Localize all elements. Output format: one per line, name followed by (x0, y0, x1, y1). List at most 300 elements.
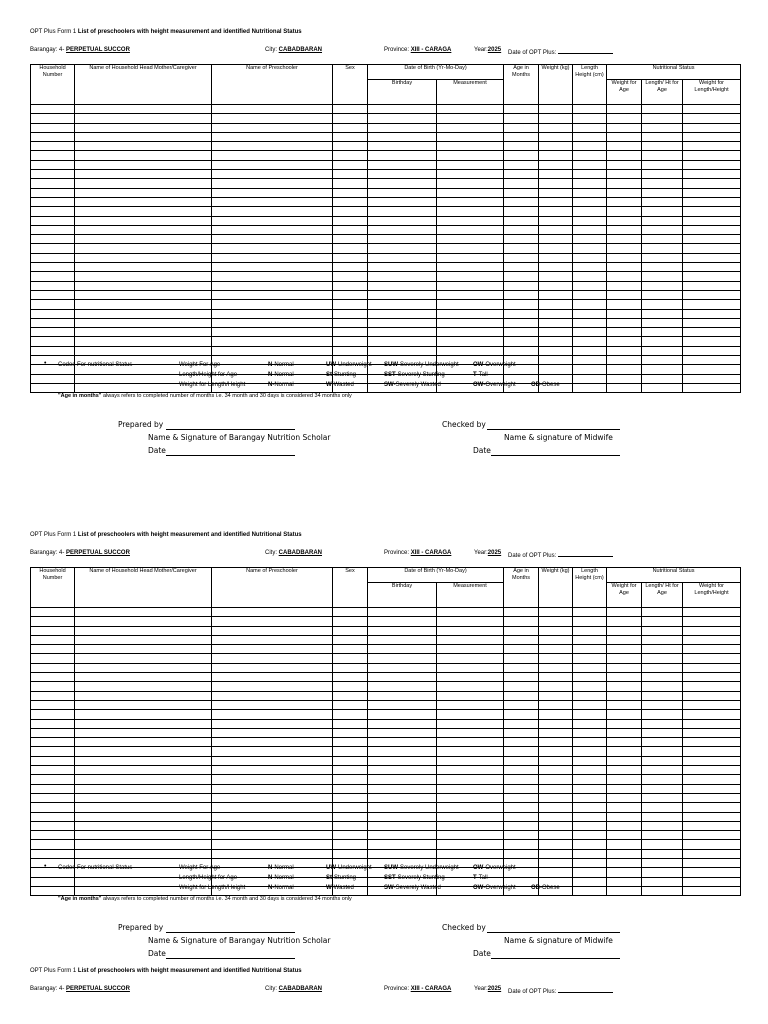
table-cell[interactable] (683, 225, 741, 234)
table-cell[interactable] (607, 747, 642, 756)
table-cell[interactable] (642, 244, 683, 253)
table-cell[interactable] (437, 635, 504, 644)
table-cell[interactable] (573, 356, 607, 365)
table-cell[interactable] (75, 756, 212, 765)
table-cell[interactable] (333, 756, 368, 765)
table-cell[interactable] (504, 346, 539, 355)
table-cell[interactable] (607, 766, 642, 775)
table-cell[interactable] (333, 123, 368, 132)
table-cell[interactable] (368, 756, 437, 765)
table-cell[interactable] (642, 821, 683, 830)
table-cell[interactable] (539, 654, 573, 663)
table-cell[interactable] (607, 793, 642, 802)
table-cell[interactable] (75, 645, 212, 654)
table-cell[interactable] (607, 700, 642, 709)
table-cell[interactable] (437, 719, 504, 728)
table-cell[interactable] (573, 747, 607, 756)
table-cell[interactable] (75, 132, 212, 141)
table-cell[interactable] (539, 793, 573, 802)
table-cell[interactable] (573, 840, 607, 849)
table-cell[interactable] (539, 123, 573, 132)
table-cell[interactable] (683, 142, 741, 151)
table-cell[interactable] (212, 784, 333, 793)
table-cell[interactable] (75, 710, 212, 719)
table-cell[interactable] (683, 682, 741, 691)
table-cell[interactable] (75, 207, 212, 216)
table-cell[interactable] (539, 105, 573, 114)
table-cell[interactable] (212, 290, 333, 299)
table-cell[interactable] (539, 337, 573, 346)
table-cell[interactable] (333, 710, 368, 719)
table-cell[interactable] (642, 160, 683, 169)
table-cell[interactable] (212, 747, 333, 756)
table-cell[interactable] (642, 793, 683, 802)
table-cell[interactable] (368, 151, 437, 160)
table-cell[interactable] (75, 766, 212, 775)
table-cell[interactable] (504, 114, 539, 123)
checked-date-line[interactable] (491, 958, 620, 959)
table-cell[interactable] (75, 654, 212, 663)
table-cell[interactable] (368, 738, 437, 747)
table-cell[interactable] (437, 775, 504, 784)
table-cell[interactable] (539, 318, 573, 327)
table-cell[interactable] (212, 253, 333, 262)
table-cell[interactable] (368, 784, 437, 793)
table-cell[interactable] (368, 263, 437, 272)
table-cell[interactable] (539, 151, 573, 160)
table-cell[interactable] (212, 281, 333, 290)
table-cell[interactable] (683, 710, 741, 719)
table-cell[interactable] (333, 346, 368, 355)
table-cell[interactable] (573, 812, 607, 821)
table-cell[interactable] (642, 309, 683, 318)
table-cell[interactable] (607, 868, 642, 877)
table-cell[interactable] (437, 151, 504, 160)
table-cell[interactable] (504, 309, 539, 318)
table-cell[interactable] (437, 309, 504, 318)
table-cell[interactable] (642, 728, 683, 737)
date-of-opt-blank[interactable] (558, 47, 613, 54)
table-cell[interactable] (642, 207, 683, 216)
table-cell[interactable] (31, 188, 75, 197)
table-cell[interactable] (31, 784, 75, 793)
table-cell[interactable] (75, 216, 212, 225)
table-cell[interactable] (437, 197, 504, 206)
checked-by-line[interactable] (487, 429, 620, 430)
table-cell[interactable] (642, 868, 683, 877)
table-cell[interactable] (212, 207, 333, 216)
table-cell[interactable] (75, 682, 212, 691)
table-cell[interactable] (539, 365, 573, 374)
table-cell[interactable] (31, 346, 75, 355)
table-cell[interactable] (642, 235, 683, 244)
table-cell[interactable] (642, 738, 683, 747)
table-cell[interactable] (573, 803, 607, 812)
table-cell[interactable] (683, 886, 741, 895)
table-cell[interactable] (504, 784, 539, 793)
table-cell[interactable] (75, 738, 212, 747)
table-cell[interactable] (31, 160, 75, 169)
table-cell[interactable] (333, 253, 368, 262)
table-cell[interactable] (75, 318, 212, 327)
table-cell[interactable] (368, 225, 437, 234)
table-cell[interactable] (539, 225, 573, 234)
table-cell[interactable] (539, 673, 573, 682)
table-cell[interactable] (573, 374, 607, 383)
table-cell[interactable] (607, 207, 642, 216)
table-cell[interactable] (333, 281, 368, 290)
table-cell[interactable] (368, 207, 437, 216)
table-cell[interactable] (683, 626, 741, 635)
table-cell[interactable] (437, 728, 504, 737)
table-cell[interactable] (642, 775, 683, 784)
table-cell[interactable] (539, 114, 573, 123)
table-cell[interactable] (333, 272, 368, 281)
table-cell[interactable] (573, 766, 607, 775)
table-cell[interactable] (642, 151, 683, 160)
table-cell[interactable] (333, 309, 368, 318)
table-cell[interactable] (75, 784, 212, 793)
table-cell[interactable] (607, 738, 642, 747)
table-cell[interactable] (75, 281, 212, 290)
table-cell[interactable] (212, 821, 333, 830)
table-cell[interactable] (642, 225, 683, 234)
table-cell[interactable] (75, 160, 212, 169)
table-cell[interactable] (504, 626, 539, 635)
table-cell[interactable] (573, 244, 607, 253)
table-cell[interactable] (368, 235, 437, 244)
table-cell[interactable] (573, 170, 607, 179)
table-cell[interactable] (504, 691, 539, 700)
table-cell[interactable] (642, 859, 683, 868)
table-cell[interactable] (368, 337, 437, 346)
table-cell[interactable] (212, 608, 333, 617)
table-cell[interactable] (212, 812, 333, 821)
table-cell[interactable] (212, 654, 333, 663)
table-cell[interactable] (607, 691, 642, 700)
table-cell[interactable] (437, 253, 504, 262)
table-cell[interactable] (437, 123, 504, 132)
table-cell[interactable] (573, 328, 607, 337)
table-cell[interactable] (539, 197, 573, 206)
table-cell[interactable] (642, 337, 683, 346)
table-cell[interactable] (75, 123, 212, 132)
table-cell[interactable] (212, 728, 333, 737)
table-cell[interactable] (642, 346, 683, 355)
table-cell[interactable] (573, 728, 607, 737)
table-cell[interactable] (212, 337, 333, 346)
table-cell[interactable] (539, 728, 573, 737)
table-cell[interactable] (504, 793, 539, 802)
table-cell[interactable] (31, 197, 75, 206)
table-cell[interactable] (573, 281, 607, 290)
prepared-date-line[interactable] (166, 958, 295, 959)
table-cell[interactable] (539, 617, 573, 626)
table-cell[interactable] (437, 812, 504, 821)
table-cell[interactable] (539, 179, 573, 188)
table-cell[interactable] (607, 170, 642, 179)
table-cell[interactable] (683, 105, 741, 114)
table-cell[interactable] (539, 142, 573, 151)
table-cell[interactable] (31, 253, 75, 262)
table-cell[interactable] (573, 821, 607, 830)
table-cell[interactable] (642, 356, 683, 365)
table-cell[interactable] (368, 840, 437, 849)
table-cell[interactable] (607, 300, 642, 309)
table-cell[interactable] (31, 756, 75, 765)
table-cell[interactable] (212, 617, 333, 626)
table-cell[interactable] (607, 365, 642, 374)
table-cell[interactable] (683, 374, 741, 383)
table-cell[interactable] (437, 281, 504, 290)
table-cell[interactable] (31, 281, 75, 290)
table-cell[interactable] (368, 700, 437, 709)
table-cell[interactable] (539, 626, 573, 635)
table-cell[interactable] (75, 849, 212, 858)
table-cell[interactable] (539, 263, 573, 272)
table-cell[interactable] (212, 244, 333, 253)
table-cell[interactable] (607, 654, 642, 663)
table-cell[interactable] (333, 700, 368, 709)
table-cell[interactable] (573, 673, 607, 682)
table-cell[interactable] (683, 337, 741, 346)
table-cell[interactable] (607, 188, 642, 197)
table-cell[interactable] (333, 719, 368, 728)
table-cell[interactable] (31, 170, 75, 179)
table-cell[interactable] (504, 728, 539, 737)
table-cell[interactable] (539, 719, 573, 728)
table-cell[interactable] (368, 812, 437, 821)
table-cell[interactable] (437, 803, 504, 812)
table-cell[interactable] (683, 253, 741, 262)
table-cell[interactable] (683, 812, 741, 821)
table-cell[interactable] (683, 197, 741, 206)
table-cell[interactable] (642, 216, 683, 225)
table-cell[interactable] (368, 635, 437, 644)
table-cell[interactable] (504, 225, 539, 234)
table-cell[interactable] (539, 300, 573, 309)
table-cell[interactable] (368, 105, 437, 114)
table-cell[interactable] (212, 216, 333, 225)
table-cell[interactable] (573, 608, 607, 617)
table-cell[interactable] (683, 831, 741, 840)
table-cell[interactable] (212, 682, 333, 691)
table-cell[interactable] (607, 160, 642, 169)
table-cell[interactable] (437, 821, 504, 830)
table-cell[interactable] (212, 738, 333, 747)
table-cell[interactable] (212, 645, 333, 654)
table-cell[interactable] (683, 803, 741, 812)
table-cell[interactable] (368, 114, 437, 123)
table-cell[interactable] (437, 300, 504, 309)
table-cell[interactable] (539, 766, 573, 775)
table-cell[interactable] (642, 700, 683, 709)
table-cell[interactable] (504, 142, 539, 151)
table-cell[interactable] (437, 346, 504, 355)
table-cell[interactable] (368, 328, 437, 337)
table-cell[interactable] (368, 793, 437, 802)
table-cell[interactable] (539, 775, 573, 784)
table-cell[interactable] (31, 626, 75, 635)
table-cell[interactable] (31, 728, 75, 737)
table-cell[interactable] (504, 105, 539, 114)
table-cell[interactable] (539, 272, 573, 281)
table-cell[interactable] (333, 263, 368, 272)
table-cell[interactable] (683, 114, 741, 123)
table-cell[interactable] (642, 281, 683, 290)
table-cell[interactable] (368, 123, 437, 132)
table-cell[interactable] (683, 188, 741, 197)
table-cell[interactable] (573, 346, 607, 355)
table-cell[interactable] (607, 784, 642, 793)
prepared-by-line[interactable] (166, 429, 295, 430)
table-cell[interactable] (607, 821, 642, 830)
table-cell[interactable] (539, 244, 573, 253)
table-cell[interactable] (573, 207, 607, 216)
table-cell[interactable] (539, 328, 573, 337)
table-cell[interactable] (31, 383, 75, 392)
table-cell[interactable] (368, 747, 437, 756)
table-cell[interactable] (31, 831, 75, 840)
table-cell[interactable] (504, 682, 539, 691)
table-cell[interactable] (333, 831, 368, 840)
table-cell[interactable] (607, 318, 642, 327)
table-cell[interactable] (504, 812, 539, 821)
table-cell[interactable] (642, 142, 683, 151)
table-cell[interactable] (31, 691, 75, 700)
table-cell[interactable] (212, 849, 333, 858)
table-cell[interactable] (504, 123, 539, 132)
table-cell[interactable] (437, 244, 504, 253)
table-cell[interactable] (683, 290, 741, 299)
table-cell[interactable] (504, 831, 539, 840)
date-of-opt-blank[interactable] (558, 986, 613, 993)
table-cell[interactable] (642, 123, 683, 132)
table-cell[interactable] (573, 654, 607, 663)
table-cell[interactable] (539, 700, 573, 709)
table-cell[interactable] (75, 225, 212, 234)
table-cell[interactable] (437, 188, 504, 197)
table-cell[interactable] (683, 244, 741, 253)
table-cell[interactable] (683, 151, 741, 160)
table-cell[interactable] (75, 300, 212, 309)
table-cell[interactable] (607, 123, 642, 132)
table-cell[interactable] (368, 821, 437, 830)
table-cell[interactable] (212, 170, 333, 179)
table-cell[interactable] (31, 635, 75, 644)
table-cell[interactable] (504, 216, 539, 225)
table-cell[interactable] (539, 747, 573, 756)
table-cell[interactable] (75, 626, 212, 635)
table-cell[interactable] (504, 849, 539, 858)
table-cell[interactable] (333, 216, 368, 225)
table-cell[interactable] (504, 170, 539, 179)
table-cell[interactable] (31, 766, 75, 775)
table-cell[interactable] (642, 170, 683, 179)
table-cell[interactable] (607, 645, 642, 654)
table-cell[interactable] (607, 383, 642, 392)
table-cell[interactable] (539, 849, 573, 858)
table-cell[interactable] (607, 663, 642, 672)
table-cell[interactable] (437, 710, 504, 719)
table-cell[interactable] (333, 608, 368, 617)
table-cell[interactable] (437, 225, 504, 234)
table-cell[interactable] (368, 775, 437, 784)
table-cell[interactable] (368, 766, 437, 775)
table-cell[interactable] (31, 114, 75, 123)
table-cell[interactable] (504, 132, 539, 141)
table-cell[interactable] (437, 235, 504, 244)
table-cell[interactable] (504, 318, 539, 327)
table-cell[interactable] (333, 225, 368, 234)
table-cell[interactable] (212, 225, 333, 234)
table-cell[interactable] (504, 617, 539, 626)
table-cell[interactable] (368, 216, 437, 225)
table-cell[interactable] (333, 682, 368, 691)
table-cell[interactable] (504, 188, 539, 197)
table-cell[interactable] (31, 710, 75, 719)
table-cell[interactable] (333, 784, 368, 793)
table-cell[interactable] (539, 812, 573, 821)
table-cell[interactable] (607, 235, 642, 244)
table-cell[interactable] (683, 170, 741, 179)
table-cell[interactable] (642, 263, 683, 272)
table-cell[interactable] (683, 216, 741, 225)
table-cell[interactable] (573, 272, 607, 281)
table-cell[interactable] (333, 290, 368, 299)
table-cell[interactable] (333, 673, 368, 682)
table-cell[interactable] (333, 821, 368, 830)
table-cell[interactable] (31, 803, 75, 812)
table-cell[interactable] (683, 645, 741, 654)
table-cell[interactable] (573, 859, 607, 868)
table-cell[interactable] (75, 812, 212, 821)
table-cell[interactable] (437, 132, 504, 141)
table-cell[interactable] (573, 682, 607, 691)
checked-date-line[interactable] (491, 455, 620, 456)
table-cell[interactable] (212, 142, 333, 151)
table-cell[interactable] (573, 179, 607, 188)
table-cell[interactable] (683, 747, 741, 756)
table-cell[interactable] (31, 738, 75, 747)
table-cell[interactable] (539, 170, 573, 179)
table-cell[interactable] (539, 290, 573, 299)
table-cell[interactable] (31, 821, 75, 830)
table-cell[interactable] (642, 132, 683, 141)
table-cell[interactable] (368, 654, 437, 663)
prepared-by-line[interactable] (166, 932, 295, 933)
table-cell[interactable] (31, 263, 75, 272)
table-cell[interactable] (642, 635, 683, 644)
table-cell[interactable] (607, 272, 642, 281)
date-of-opt-blank[interactable] (558, 550, 613, 557)
table-cell[interactable] (368, 300, 437, 309)
table-cell[interactable] (333, 114, 368, 123)
table-cell[interactable] (642, 710, 683, 719)
table-cell[interactable] (504, 756, 539, 765)
table-cell[interactable] (212, 803, 333, 812)
table-cell[interactable] (504, 608, 539, 617)
table-cell[interactable] (573, 160, 607, 169)
table-cell[interactable] (683, 821, 741, 830)
table-cell[interactable] (31, 719, 75, 728)
table-cell[interactable] (212, 160, 333, 169)
table-cell[interactable] (607, 673, 642, 682)
table-cell[interactable] (607, 346, 642, 355)
table-cell[interactable] (75, 728, 212, 737)
table-cell[interactable] (573, 756, 607, 765)
table-cell[interactable] (212, 766, 333, 775)
